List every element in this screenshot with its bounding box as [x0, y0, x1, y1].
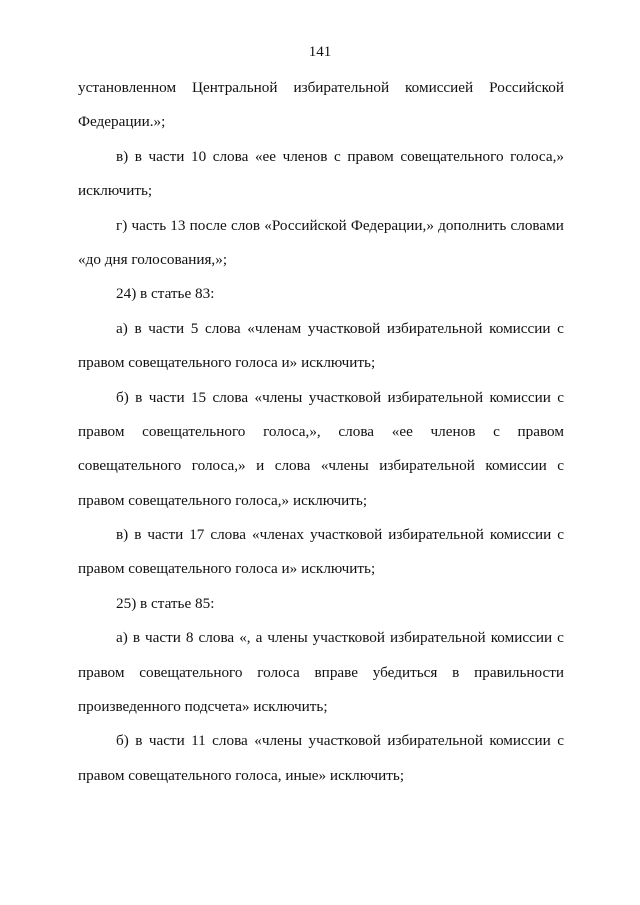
word: а)	[116, 629, 128, 647]
word: участковой	[308, 732, 381, 750]
word: а)	[116, 319, 128, 337]
word: правом	[78, 422, 125, 440]
word: голоса,»	[510, 147, 564, 165]
word: установленном	[78, 79, 177, 96]
word: в	[452, 663, 460, 681]
word: слова	[338, 422, 375, 440]
word: «Российской	[264, 216, 347, 234]
word: избирательной	[387, 388, 484, 406]
word: слова	[274, 457, 311, 475]
word: в	[132, 629, 140, 647]
word: части	[148, 147, 185, 165]
text-line: «до дня голосования,»;	[78, 250, 228, 268]
text-line: исключить;	[78, 182, 153, 200]
word: словами	[510, 216, 564, 234]
text-line: 24) в статье 83:	[116, 285, 215, 303]
word: в	[135, 388, 143, 406]
word: части	[148, 732, 185, 750]
word: избирательной	[390, 629, 486, 647]
word: убедиться	[372, 663, 438, 681]
word: комиссии	[489, 388, 551, 406]
word: части	[148, 319, 185, 337]
text-line	[78, 71, 564, 105]
word: в	[135, 732, 143, 750]
word: в	[134, 526, 142, 544]
word: Российской	[489, 79, 564, 96]
word: и	[256, 457, 265, 475]
word: избирательной	[293, 79, 390, 96]
text-line	[78, 312, 564, 346]
word: совещательного	[139, 663, 243, 681]
word: «членам	[247, 319, 302, 337]
text-line: правом совещательного голоса,» исключить;	[78, 491, 368, 509]
word: избирательной	[388, 526, 484, 544]
word: голоса,»	[191, 457, 246, 475]
page-number: 141	[308, 44, 332, 60]
word: 13	[170, 216, 186, 234]
word: в)	[116, 147, 129, 165]
text-line	[78, 381, 564, 415]
word: избирательной	[379, 457, 475, 475]
text-line	[78, 209, 564, 243]
word: б)	[116, 732, 129, 750]
word: 15	[190, 388, 207, 406]
word: 11	[191, 732, 206, 750]
word: слова	[198, 629, 235, 647]
text-line	[78, 518, 564, 552]
word: правом	[347, 147, 394, 165]
word: в	[134, 319, 142, 337]
word: части	[147, 526, 184, 544]
word: участковой	[307, 319, 381, 337]
word: дополнить	[438, 216, 507, 234]
word: голоса	[257, 663, 300, 681]
word: слова	[204, 319, 241, 337]
word: 17	[189, 526, 205, 544]
word: в	[134, 147, 142, 165]
word: «членах	[251, 526, 304, 544]
word: с	[557, 319, 564, 337]
word: «ее	[254, 147, 277, 165]
word: участковой	[309, 526, 383, 544]
text-line	[78, 621, 564, 655]
text-line	[78, 656, 564, 690]
document-body	[78, 71, 564, 793]
word: части	[145, 629, 181, 647]
word: в)	[116, 526, 129, 544]
word: избирательной	[386, 319, 483, 337]
word: совещательного	[400, 147, 504, 165]
word: комиссией	[405, 79, 474, 96]
word: «члены	[320, 457, 369, 475]
word: комиссии	[485, 457, 547, 475]
word: б)	[116, 388, 129, 406]
word: слова	[212, 147, 249, 165]
word: вправе	[314, 663, 358, 681]
word: совещательного	[142, 422, 246, 440]
word: участковой	[308, 388, 382, 406]
text-line	[78, 415, 564, 449]
text-line: правом совещательного голоса и» исключить;	[78, 560, 376, 578]
text-line: правом совещательного голоса, иные» исключить;	[78, 766, 405, 784]
word: голоса,»,	[263, 422, 321, 440]
text-line	[78, 140, 564, 174]
word: комиссии	[489, 526, 552, 544]
word: комиссии	[489, 319, 551, 337]
word: с	[493, 422, 500, 440]
text-line	[78, 724, 564, 758]
word: «члены	[254, 732, 303, 750]
word: слова	[212, 732, 248, 750]
word: слов	[230, 216, 261, 234]
word: часть	[131, 216, 167, 234]
word: слова	[210, 526, 246, 544]
word: г)	[116, 216, 128, 234]
word: с	[334, 147, 341, 165]
word: а	[255, 629, 263, 647]
text-line: Федерации.»;	[78, 113, 166, 131]
word: с	[557, 629, 564, 647]
word: членов	[430, 422, 476, 440]
text-line: произведенного подсчета» исключить;	[78, 698, 328, 716]
word: «члены	[254, 388, 303, 406]
word: комиссии	[489, 732, 551, 750]
word: с	[557, 526, 564, 544]
word: комиссии	[490, 629, 553, 647]
word: с	[557, 732, 564, 750]
word: совещательного	[78, 457, 182, 475]
word: членов	[282, 147, 328, 165]
word: 8	[185, 629, 194, 647]
text-line: 25) в статье 85:	[116, 594, 215, 612]
word: Федерации,»	[350, 216, 434, 234]
word: члены	[267, 629, 308, 647]
word: с	[557, 457, 564, 475]
word: правом	[78, 663, 125, 681]
word: «ее	[391, 422, 413, 440]
word: «,	[239, 629, 251, 647]
word: участковой	[312, 629, 386, 647]
word: Центральной	[192, 79, 278, 96]
word: избирательной	[387, 732, 483, 750]
word: 10	[190, 147, 207, 165]
text-line: правом совещательного голоса и» исключить;	[78, 354, 376, 372]
word: части	[148, 388, 185, 406]
text-line	[78, 449, 564, 483]
word: правом	[517, 422, 564, 440]
word: с	[557, 388, 564, 406]
word: после	[189, 216, 227, 234]
word: 5	[190, 319, 199, 337]
word: слова	[212, 388, 249, 406]
word: правильности	[474, 663, 564, 681]
